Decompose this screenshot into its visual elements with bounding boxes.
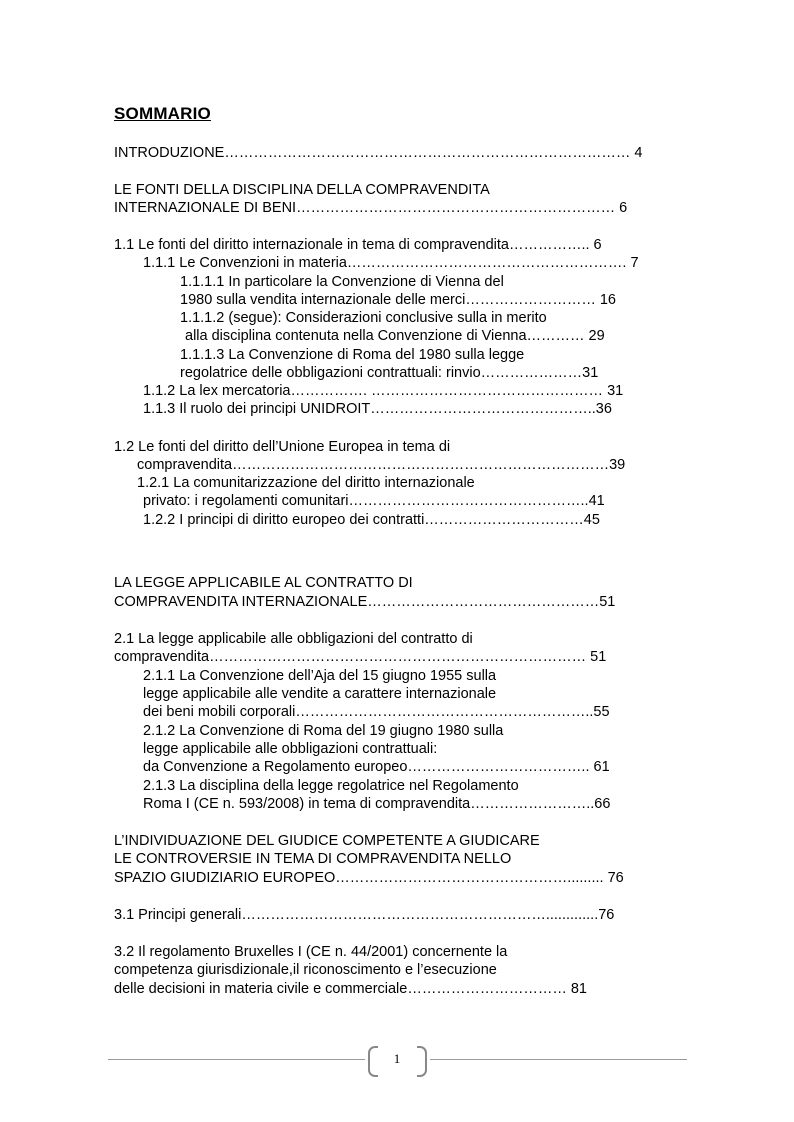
- footer-bracket-left: [368, 1046, 378, 1077]
- toc-entry: alla disciplina contenuta nella Convenzione di Vienna………… 29: [185, 328, 605, 344]
- toc-entry: INTERNAZIONALE DI BENI………………………………………………………… 6: [114, 200, 628, 216]
- toc-entry: 2.1.2 La Convenzione di Roma del 19 giugno 1980 sulla: [143, 723, 504, 739]
- toc-entry: 1.1.1.3 La Convenzione di Roma del 1980 sulla legge: [180, 347, 525, 363]
- page-number: 1: [393, 1051, 401, 1066]
- toc-entry: dei beni mobili corporali……………………………………………………..55: [143, 704, 610, 720]
- toc-entry: INTRODUZIONE………………………………………………………………………… 4: [114, 145, 643, 161]
- toc-entry: 2.1 La legge applicabile alle obbligazioni del contratto di: [114, 631, 473, 647]
- toc-entry: COMPRAVENDITA INTERNAZIONALE…………………………………………51: [114, 594, 616, 610]
- toc-entry: LA LEGGE APPLICABILE AL CONTRATTO DI: [114, 575, 413, 591]
- toc-entry: 2.1.1 La Convenzione dell’Aja del 15 giugno 1955 sulla: [143, 668, 497, 684]
- toc-entry: regolatrice delle obbligazioni contrattuali: rinvio…………………31: [180, 365, 599, 381]
- toc-entry: delle decisioni in materia civile e commerciale…………………………… 81: [114, 981, 587, 997]
- toc-entry: 3.1 Principi generali……………………………………………………….............76: [114, 907, 615, 923]
- toc-entry: legge applicabile alle obbligazioni contrattuali:: [143, 741, 438, 757]
- page-title: SOMMARIO: [114, 104, 211, 123]
- toc-entry: 1980 sulla vendita internazionale delle merci……………………… 16: [180, 292, 616, 308]
- toc-entry: 1.2 Le fonti del diritto dell’Unione Europea in tema di: [114, 439, 451, 455]
- toc-entry: compravendita…………………………………………………………………… 51: [114, 649, 607, 665]
- toc-entry: 1.1.1.2 (segue): Considerazioni conclusive sulla in merito: [180, 310, 547, 326]
- toc-entry: 1.1.1.1 In particolare la Convenzione di Vienna del: [180, 274, 504, 290]
- footer-rule-left: [108, 1059, 365, 1060]
- footer-rule-right: [430, 1059, 687, 1060]
- toc-entry: 1.2.2 I principi di diritto europeo dei contratti……………………………45: [143, 512, 600, 528]
- toc-entry: LE CONTROVERSIE IN TEMA DI COMPRAVENDITA NELLO: [114, 851, 512, 867]
- toc-entry: 1.1.1 Le Convenzioni in materia…………………………………………………. 7: [143, 255, 639, 271]
- toc-entry: privato: i regolamenti comunitari…………………………………………..41: [143, 493, 605, 509]
- toc-entry: Roma I (CE n. 593/2008) in tema di compravendita……………………..66: [143, 796, 611, 812]
- toc-entry: 1.1.3 Il ruolo dei principi UNIDROIT………………………………………..36: [143, 401, 612, 417]
- toc-entry: legge applicabile alle vendite a carattere internazionale: [143, 686, 497, 702]
- toc-entry: 2.1.3 La disciplina della legge regolatrice nel Regolamento: [143, 778, 519, 794]
- footer-bracket-right: [417, 1046, 427, 1077]
- toc-entry: 1.2.1 La comunitarizzazione del diritto internazionale: [137, 475, 475, 491]
- toc-entry: 3.2 Il regolamento Bruxelles I (CE n. 44/2001) concernente la: [114, 944, 508, 960]
- toc-entry: L’INDIVIDUAZIONE DEL GIUDICE COMPETENTE A GIUDICARE: [114, 833, 540, 849]
- toc-entry: compravendita……………………………………………………………………39: [137, 457, 626, 473]
- toc-entry: da Convenzione a Regolamento europeo……………………………….. 61: [143, 759, 610, 775]
- toc-entry: SPAZIO GIUDIZIARIO EUROPEO…………………………………………......... 76: [114, 870, 624, 886]
- toc-entry: 1.1 Le fonti del diritto internazionale in tema di compravendita…………….. 6: [114, 237, 602, 253]
- toc-entry: LE FONTI DELLA DISCIPLINA DELLA COMPRAVENDITA: [114, 182, 490, 198]
- toc-entry: 1.1.2 La lex mercatoria……………. ………………………………………… 31: [143, 383, 624, 399]
- toc-entry: competenza giurisdizionale,il riconoscimento e l’esecuzione: [114, 962, 497, 978]
